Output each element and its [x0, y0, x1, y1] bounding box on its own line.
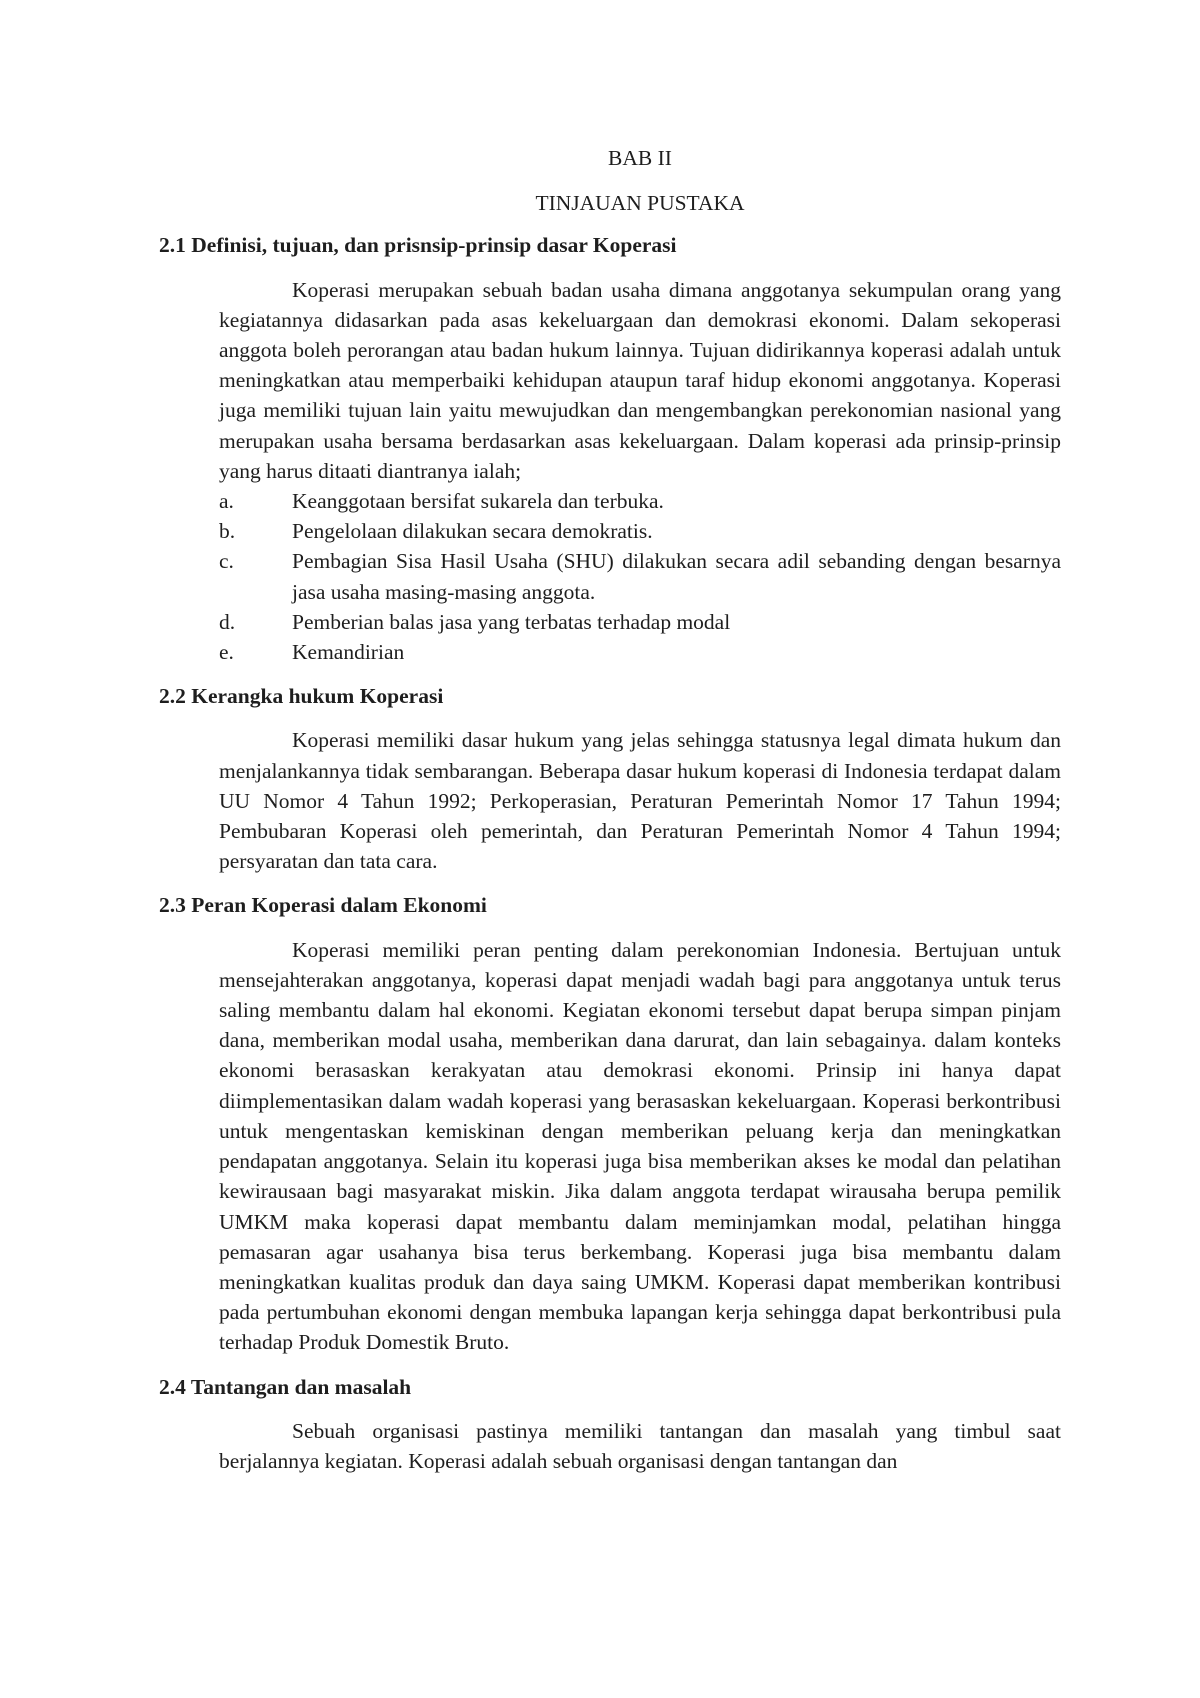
section-heading-2-4: 2.4 Tantangan dan masalah	[159, 1374, 412, 1399]
section-heading-2-2: 2.2 Kerangka hukum Koperasi	[159, 684, 444, 709]
list-item	[219, 546, 1061, 606]
section-heading-2-1: 2.1 Definisi, tujuan, dan prisnsip-prinsip dasar Koperasi	[159, 233, 677, 258]
list-marker: a.	[219, 489, 234, 514]
spacer	[219, 667, 1061, 681]
section-paragraph-2-3: Koperasi memiliki peran penting dalam perekonomian Indonesia. Bertujuan untuk mensejahterakan anggotanya, koperasi dapat menjadi wadah bagi para anggotanya untuk terus saling membantu dalam hal ekonomi. Kegiatan ekonomi tersebut dapat berupa simpan pinjam dana, memberikan modal usaha, memberikan dana darurat, dan lain sebagainya. dalam konteks ekonomi berasaskan kerakyatan atau demokrasi ekonomi. Prinsip ini hanya dapat diimplementasikan dalam wadah koperasi yang berasaskan kekeluargaan. Koperasi berkontribusi untuk mengentaskan kemiskinan dengan memberikan peluang kerja dan meningkatkan pendapatan anggotanya. Selain itu koperasi juga bisa memberikan akses ke modal dan pelatihan kewirausaan bagi masyarakat miskin. Jika dalam anggota terdapat wirausaha berupa pemilik UMKM maka koperasi dapat membantu dalam meminjamkan modal, pelatihan hingga pemasaran agar usahanya bisa terus berkembang. Koperasi juga bisa membantu dalam meningkatkan kualitas produk dan daya saing UMKM. Koperasi dapat memberikan kontribusi pada pertumbuhan ekonomi dengan membuka lapangan kerja sehingga dapat berkontribusi pula terhadap Produk Domestik Bruto.	[219, 937, 1061, 1355]
list-item-text: Keanggotaan bersifat sukarela dan terbuka.	[292, 489, 664, 514]
section-paragraph-2-2: Koperasi memiliki dasar hukum yang jelas sehingga statusnya legal dimata hukum dan menjalankannya tidak sembarangan. Beberapa dasar hukum koperasi di Indonesia terdapat dalam UU Nomor 4 Tahun 1992; Perkoperasian, Peraturan Pemerintah Nomor 17 Tahun 1994; Pembubaran Koperasi oleh pemerintah, dan Peraturan Pemerintah Nomor 4 Tahun 1994; persyaratan dan tata cara.	[219, 728, 1061, 874]
list-item	[219, 607, 1061, 637]
list-marker: d.	[219, 609, 236, 634]
section-paragraph-2-1: Koperasi merupakan sebuah badan usaha dimana anggotanya sekumpulan orang yang kegiatannya didasarkan pada asas kekeluargaan dan demokrasi ekonomi. Dalam sekoperasi anggota boleh perorangan atau badan hukum lainnya. Tujuan didirikannya koperasi adalah untuk meningkatkan atau memperbaiki kehidupan ataupun taraf hidup ekonomi anggotanya. Koperasi juga memiliki tujuan lain yaitu mewujudkan dan mengembangkan perekonomian nasional yang merupakan usaha bersama berdasarkan asas kekeluargaan. Dalam koperasi ada prinsip-prinsip yang harus ditaati diantranya ialah;	[219, 277, 1061, 483]
page-content	[159, 143, 1061, 1476]
spacer	[219, 1358, 1061, 1372]
section-heading-2-3: 2.3 Peran Koperasi dalam Ekonomi	[159, 893, 487, 918]
list-marker: e.	[219, 640, 234, 665]
list-item-text: Pengelolaan dilakukan secara demokratis.	[292, 519, 653, 544]
chapter-number: BAB II	[608, 146, 672, 170]
list-marker: b.	[219, 519, 236, 544]
list-item-text: Pemberian balas jasa yang terbatas terhadap modal	[292, 609, 731, 634]
list-item-text: Pembagian Sisa Hasil Usaha (SHU) dilakukan secara adil sebanding dengan besarnya jasa usaha masing-masing anggota.	[292, 549, 1061, 604]
spacer	[219, 876, 1061, 890]
list-item	[219, 486, 1061, 516]
list-item-text: Kemandirian	[292, 640, 405, 665]
list-marker: c.	[219, 549, 234, 574]
list-item	[219, 516, 1061, 546]
chapter-title: TINJAUAN PUSTAKA	[535, 191, 745, 216]
list-item	[219, 637, 1061, 667]
section-paragraph-2-4: Sebuah organisasi pastinya memiliki tantangan dan masalah yang timbul saat berjalannya kegiatan. Koperasi adalah sebuah organisasi dengan tantangan dan	[219, 1418, 1061, 1473]
principles-list	[219, 486, 1061, 667]
